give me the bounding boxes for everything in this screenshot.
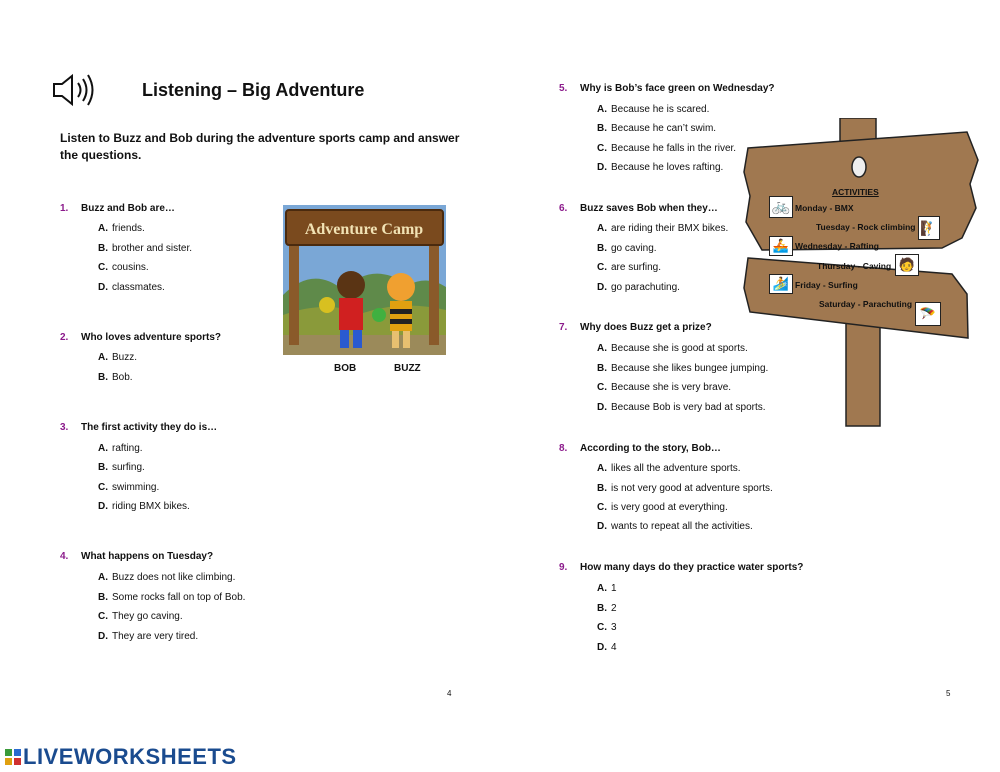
- option[interactable]: A. Because he is scared.: [597, 104, 710, 115]
- activity-thursday: Thursday - Caving: [817, 261, 892, 271]
- question-9: [559, 562, 839, 662]
- adventure-camp-illustration: [283, 205, 446, 355]
- activities-heading: ACTIVITIES: [832, 187, 879, 197]
- question-2: [60, 332, 280, 392]
- option[interactable]: D. Because Bob is very bad at sports.: [597, 402, 766, 413]
- option[interactable]: A. Because she is good at sports.: [597, 343, 748, 354]
- activity-wednesday: Wednesday - Rafting: [795, 241, 879, 251]
- question-text: Why is Bob’s face green on Wednesday?: [580, 83, 775, 94]
- option[interactable]: C. is very good at everything.: [597, 502, 728, 513]
- question-number: 1.: [60, 203, 69, 214]
- option[interactable]: C. 3: [597, 622, 617, 633]
- caption-bob: BOB: [334, 363, 357, 374]
- option[interactable]: C. They go caving.: [98, 611, 183, 622]
- question-number: 3.: [60, 422, 69, 433]
- question-number: 7.: [559, 322, 568, 333]
- option[interactable]: B. Because she likes bungee jumping.: [597, 363, 769, 374]
- option[interactable]: B. surfing.: [98, 462, 145, 473]
- option[interactable]: C. Because he falls in the river.: [597, 143, 737, 154]
- option[interactable]: D. 4: [597, 642, 617, 653]
- option[interactable]: B. go caving.: [597, 243, 657, 254]
- option[interactable]: A. 1: [597, 583, 617, 594]
- parachuting-icon: 🪂: [915, 302, 941, 326]
- option[interactable]: C. are surfing.: [597, 262, 662, 273]
- question-1: [60, 203, 280, 303]
- question-text: Why does Buzz get a prize?: [580, 322, 712, 333]
- rafting-icon: 🚣: [769, 236, 793, 256]
- option[interactable]: C. cousins.: [98, 262, 149, 273]
- option[interactable]: C. Because she is very brave.: [597, 382, 732, 393]
- surfing-icon: 🏄: [769, 274, 793, 294]
- question-number: 8.: [559, 443, 568, 454]
- question-text: Who loves adventure sports?: [81, 332, 222, 343]
- option[interactable]: A. Buzz.: [98, 352, 138, 363]
- option[interactable]: B. 2: [597, 603, 617, 614]
- question-text: Buzz saves Bob when they…: [580, 203, 718, 214]
- caving-icon: 🧑: [895, 254, 919, 276]
- option[interactable]: A. likes all the adventure sports.: [597, 463, 741, 474]
- option[interactable]: B. brother and sister.: [98, 243, 193, 254]
- footer-brand: LIVEWORKSHEETS: [23, 744, 237, 769]
- option[interactable]: B. Bob.: [98, 372, 133, 383]
- page-title: Listening – Big Adventure: [142, 80, 365, 100]
- question-number: 5.: [559, 83, 568, 94]
- option[interactable]: B. is not very good at adventure sports.: [597, 483, 773, 494]
- question-number: 4.: [60, 551, 69, 562]
- question-3: [60, 422, 280, 522]
- option[interactable]: A. friends.: [98, 223, 145, 234]
- question-text: How many days do they practice water sports?: [580, 562, 804, 573]
- activity-tuesday: Tuesday - Rock climbing: [816, 222, 916, 232]
- option[interactable]: D. They are very tired.: [98, 631, 199, 642]
- option[interactable]: D. wants to repeat all the activities.: [597, 521, 753, 532]
- question-number: 2.: [60, 332, 69, 343]
- option[interactable]: A. rafting.: [98, 443, 143, 454]
- question-text: What happens on Tuesday?: [81, 551, 214, 562]
- activity-saturday: Saturday - Parachuting: [819, 299, 913, 309]
- question-number: 9.: [559, 562, 568, 573]
- option[interactable]: D. classmates.: [98, 282, 165, 293]
- question-4: [60, 551, 300, 651]
- camp-sign-text: Adventure Camp: [304, 221, 424, 238]
- speaker-icon[interactable]: [52, 72, 98, 108]
- liveworksheets-logo-icon: [5, 749, 21, 765]
- option[interactable]: D. riding BMX bikes.: [98, 501, 190, 512]
- climbing-icon: 🧗: [918, 216, 940, 240]
- question-8: [559, 443, 839, 543]
- option[interactable]: A. Buzz does not like climbing.: [98, 572, 236, 583]
- option[interactable]: B. Because he can’t swim.: [597, 123, 717, 134]
- bmx-icon: 🚲: [769, 196, 793, 218]
- page-number-right: 5: [946, 689, 951, 698]
- option[interactable]: B. Some rocks fall on top of Bob.: [98, 592, 246, 603]
- page-number-left: 4: [447, 689, 452, 698]
- option[interactable]: D. Because he loves rafting.: [597, 162, 724, 173]
- question-7: [559, 322, 819, 422]
- activity-friday: Friday - Surfing: [795, 280, 858, 290]
- question-number: 6.: [559, 203, 568, 214]
- question-text: The first activity they do is…: [81, 422, 218, 433]
- option[interactable]: A. are riding their BMX bikes.: [597, 223, 729, 234]
- question-text: According to the story, Bob…: [580, 443, 721, 454]
- instructions: Listen to Buzz and Bob during the adventure sports camp and answer the questions.: [60, 131, 460, 162]
- question-text: Buzz and Bob are…: [81, 203, 175, 214]
- activity-monday: Monday - BMX: [795, 203, 854, 213]
- caption-buzz: BUZZ: [394, 363, 421, 374]
- option[interactable]: D. go parachuting.: [597, 282, 680, 293]
- option[interactable]: C. swimming.: [98, 482, 160, 493]
